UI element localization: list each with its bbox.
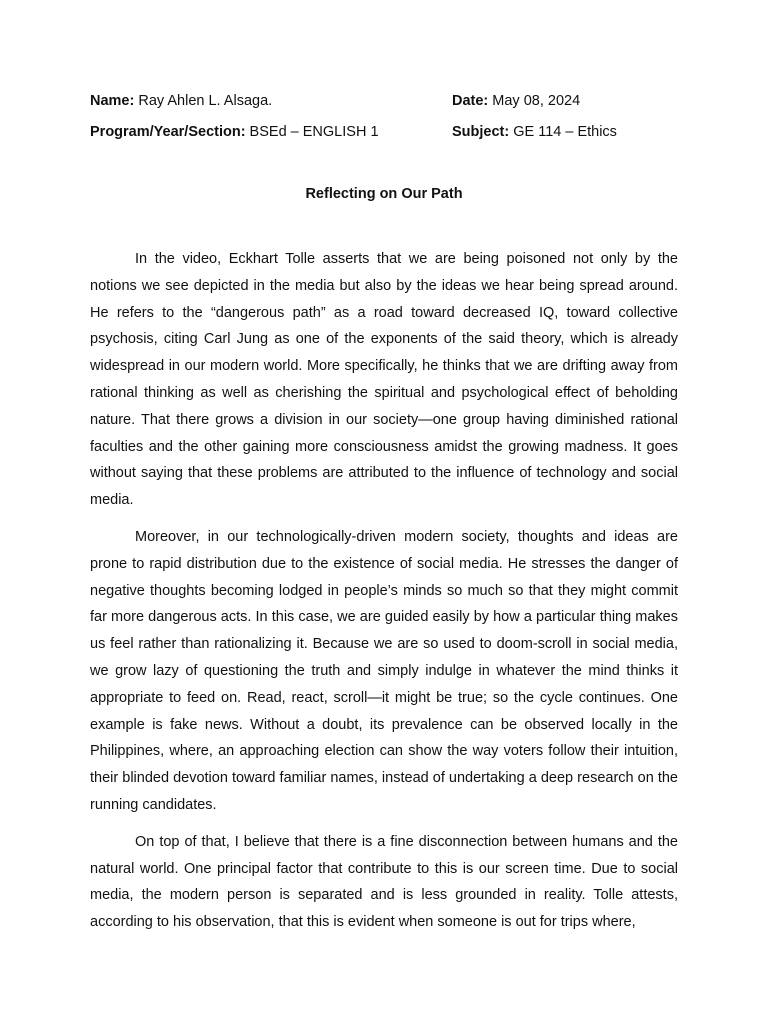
name-field xyxy=(90,93,272,109)
document-body xyxy=(90,246,678,946)
date-value: May 08, 2024 xyxy=(488,93,581,109)
document-title: Reflecting on Our Path xyxy=(305,186,463,202)
name-label: Name: xyxy=(90,93,135,109)
subject-value: GE 114 – Ethics xyxy=(509,124,617,140)
program-value: BSEd – ENGLISH 1 xyxy=(245,124,379,140)
name-value: Ray Ahlen L. Alsaga. xyxy=(134,93,273,109)
date-label: Date: xyxy=(452,93,489,109)
program-field xyxy=(90,124,379,140)
paragraph: Moreover, in our technologically-driven modern society, thoughts and ideas are prone to rapid distribution due to the existence of social media. He stresses the danger of negative thoughts becoming lodged in people’s minds so much so that they might commit far more dangerous acts. In this case, we are guided easily by how a particular thing makes us feel rather than rationalizing it. Because we are so used to doom-scroll in social media, we grow lazy of questioning the truth and simply indulge in whatever the mind thinks it appropriate to feed on. Read, react, scroll—it might be true; so the cycle continues. One example is fake news. Without a doubt, its prevalence can be observed locally in the Philippines, where, an approaching election can show the way voters follow their intuition, their blinded devotion toward familiar names, instead of undertaking a deep research on the running candidates. xyxy=(90,528,678,813)
subject-field xyxy=(452,124,617,140)
paragraph: On top of that, I believe that there is a fine disconnection between humans and the natural world. One principal factor that contribute to this is our screen time. Due to social media, the modern person is separated and is less grounded in reality. Tolle attests, according to his observation, that this is evident when someone is out for trips where, xyxy=(90,833,678,931)
subject-label: Subject: xyxy=(452,124,510,140)
program-label: Program/Year/Section: xyxy=(90,124,246,140)
date-field xyxy=(452,93,580,109)
paragraph: In the video, Eckhart Tolle asserts that we are being poisoned not only by the notions we see depicted in the media but also by the ideas we hear being spread around. He refers to the “dangerous path” as a road toward decreased IQ, toward collective psychosis, citing Carl Jung as one of the exponents of the said theory, which is already widespread in our modern world. More specifically, he thinks that we are drifting away from rational thinking as well as cherishing the spiritual and psychological effect of beholding nature. That there grows a division in our society—one group having diminished rational faculties and the other gaining more consciousness amidst the growing madness. It goes without saying that these problems are attributed to the influence of technology and social media. xyxy=(90,251,678,509)
